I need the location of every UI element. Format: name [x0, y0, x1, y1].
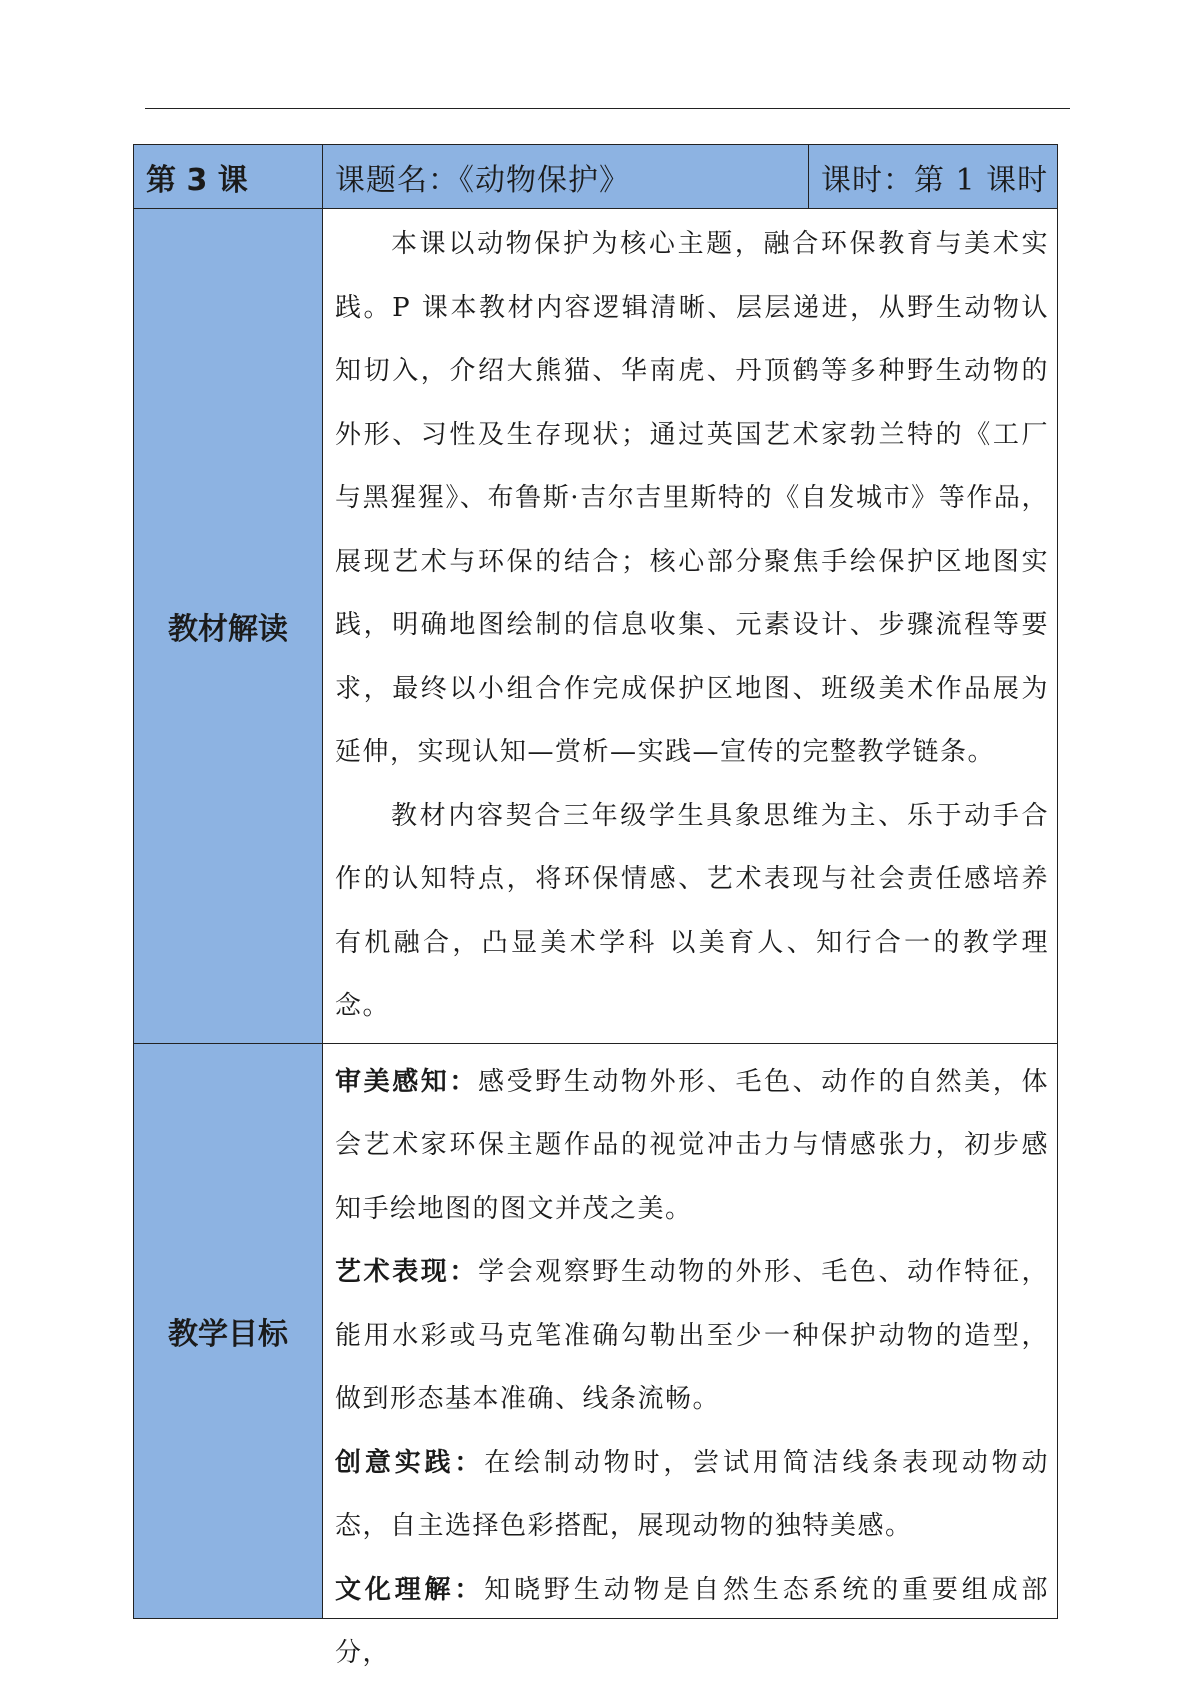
material-paragraph: 教材内容契合三年级学生具象思维为主、乐于动手合作的认知特点，将环保情感、艺术表现与社会责任感培养有机融合，凸显美术学科 以美育人、知行合一的教学理念。 [335, 800, 1049, 1021]
goal-item-text: 知晓野生动物是自然生态系统的重要组成部分， [335, 1574, 1049, 1668]
lesson-plan-table [133, 144, 1058, 1668]
lesson-period: 课时：第 1 课时 [809, 145, 1058, 209]
goals-label: 教学目标 [134, 1043, 323, 1618]
page-header-rule [145, 108, 1070, 109]
goal-item [335, 1241, 1049, 1432]
goal-item [335, 1432, 1049, 1559]
goal-item-text: 学会观察野生动物的外形、毛色、动作特征，能用水彩或马克笔准确勾勒出至少一种保护动物的造型，做到形态基本准确、线条流畅。 [335, 1257, 1049, 1414]
material-content [323, 209, 1058, 1044]
table-header-row [134, 145, 1058, 209]
lesson-number: 第 3 课 [134, 145, 323, 209]
goals-content [323, 1043, 1058, 1668]
goal-item-label: 审美感知： [335, 1066, 479, 1097]
goal-item [335, 1051, 1049, 1242]
material-paragraph: 本课以动物保护为核心主题，融合环保教育与美术实践。P 课本教材内容逻辑清晰、层层递进，从野生动物认知切入，介绍大熊猫、华南虎、丹顶鹤等多种野生动物的外形、习性及生存现状；通过英国艺术家勃兰特的《工厂与黑猩猩》、布鲁斯·吉尔吉里斯特的《自发城市》等作品，展现艺术与环保的结合；核心部分聚焦手绘保护区地图实践，明确地图绘制的信息收集、元素设计、步骤流程等要求，最终以小组合作完成保护区地图、班级美术作品展为延伸，实现认知—赏析—实践—宣传的完整教学链条。 [335, 229, 1049, 767]
goal-item-label: 文化理解： [335, 1574, 485, 1605]
goal-item-label: 艺术表现： [335, 1257, 479, 1287]
goals-row [134, 1043, 1058, 1618]
material-row [134, 209, 1058, 1044]
goal-item-text: 感受野生动物外形、毛色、动作的自然美，体会艺术家环保主题作品的视觉冲击力与情感张力，初步感知手绘地图的图文并茂之美。 [335, 1066, 1049, 1224]
goal-item-label: 创意实践： [335, 1447, 485, 1478]
goal-item [335, 1559, 1049, 1686]
goal-item-text: 在绘制动物时，尝试用简洁线条表现动物动态，自主选择色彩搭配，展现动物的独特美感。 [335, 1447, 1049, 1541]
lesson-title: 课题名：《动物保护》 [323, 145, 809, 209]
goals-list [335, 1051, 1049, 1668]
material-label: 教材解读 [134, 209, 323, 1044]
